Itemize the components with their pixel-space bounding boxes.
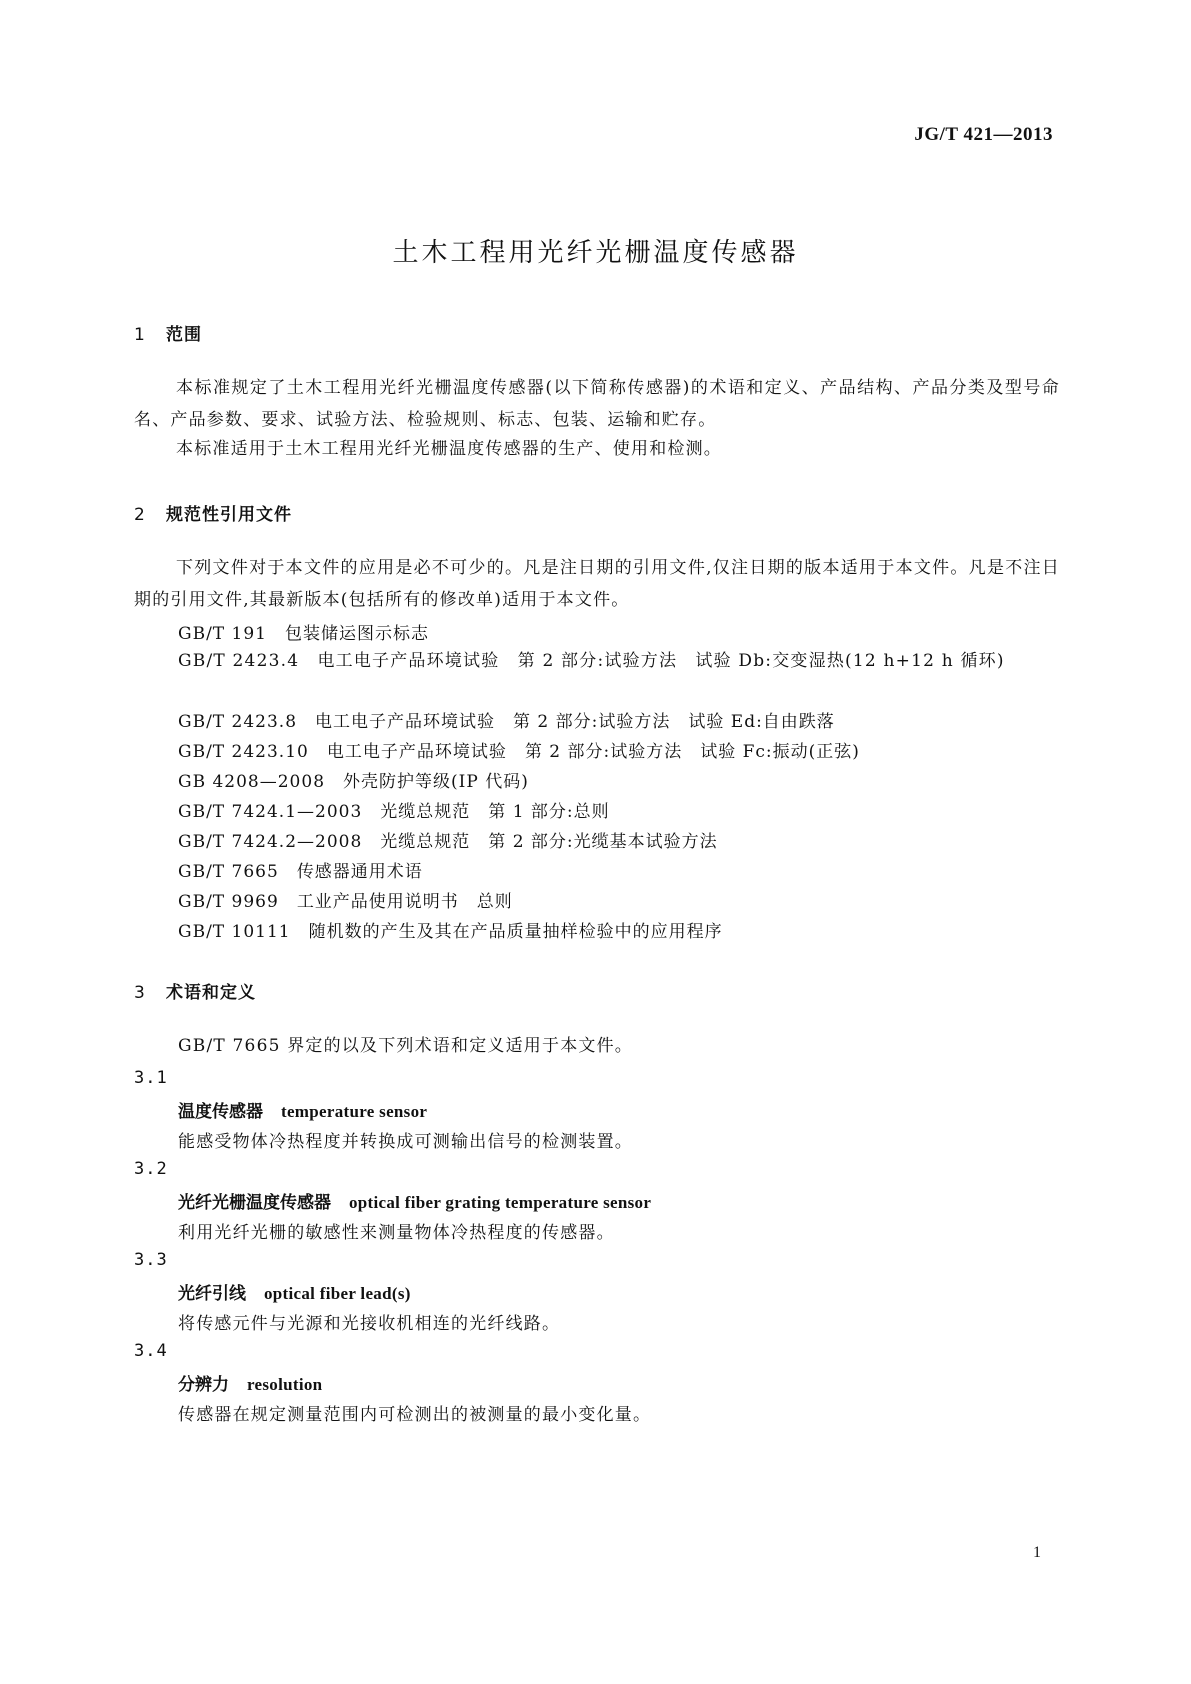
reference-item [178,767,529,792]
clause-number: 3.4 [134,1341,168,1361]
reference-title: 电工电子产品环境试验 第 2 部分:试验方法 试验 Db:交变湿热(12 h+12 h 循环) [317,651,1005,671]
reference-code: GB/T 2423.10 [178,742,309,762]
term-en: optical fiber lead(s) [264,1284,411,1303]
term-zh: 光纤光栅温度传感器 [178,1193,331,1213]
term-en: optical fiber grating temperature sensor [349,1193,652,1212]
section-number: 2 [134,505,146,525]
reference-title: 包装储运图示标志 [285,624,429,644]
term-definition: 能感受物体冷热程度并转换成可测输出信号的检测装置。 [178,1132,633,1152]
reference-item [178,797,610,822]
term-heading [178,1097,427,1122]
reference-title: 电工电子产品环境试验 第 2 部分:试验方法 试验 Ed:自由跌落 [315,712,835,732]
section-1-paragraph-1: 本标准规定了土木工程用光纤光栅温度传感器(以下简称传感器)的术语和定义、产品结构、产品分类及型号命名、产品参数、要求、试验方法、检验规则、标志、包装、运输和贮存。 [134,378,1060,430]
page-title: 土木工程用光纤光栅温度传感器 [392,238,799,268]
section-1-heading [134,320,202,345]
section-1-paragraph-2: 本标准适用于土木工程用光纤光栅温度传感器的生产、使用和检测。 [176,439,722,459]
reference-item [134,645,1060,677]
reference-title: 外壳防护等级(IP 代码) [343,772,529,792]
reference-title: 电工电子产品环境试验 第 2 部分:试验方法 试验 Fc:振动(正弦) [326,742,860,762]
clause-number: 3.2 [134,1159,168,1179]
document-code: JG/T 421—2013 [914,124,1053,145]
clause-number: 3.3 [134,1250,168,1270]
term-en: resolution [247,1375,323,1394]
page-number: 1 [1033,1544,1041,1561]
term-heading [178,1370,322,1395]
term-zh: 分辨力 [178,1375,229,1395]
section-number: 1 [134,325,146,345]
section-title: 规范性引用文件 [166,505,292,525]
reference-code: GB/T 2423.8 [178,712,298,732]
reference-title: 光缆总规范 第 2 部分:光缆基本试验方法 [380,832,718,852]
reference-item [178,887,513,912]
clause-number: 3.1 [134,1068,168,1088]
reference-code: GB/T 7424.2—2008 [178,832,363,852]
section-number: 3 [134,983,146,1003]
reference-code: GB/T 9969 [178,892,279,912]
reference-code: GB/T 2423.4 [178,651,300,671]
reference-item [178,707,835,732]
section-2-heading [134,500,292,525]
term-zh: 温度传感器 [178,1102,263,1122]
term-definition: 利用光纤光栅的敏感性来测量物体冷热程度的传感器。 [178,1223,615,1243]
term-zh: 光纤引线 [178,1284,246,1304]
reference-item [178,737,860,762]
reference-title: 工业产品使用说明书 总则 [296,892,513,912]
reference-item [178,827,718,852]
reference-code: GB/T 10111 [178,922,291,942]
section-3-intro: GB/T 7665 界定的以及下列术语和定义适用于本文件。 [178,1036,634,1056]
section-title: 术语和定义 [166,983,256,1003]
section-title: 范围 [166,325,202,345]
term-definition: 将传感元件与光源和光接收机相连的光纤线路。 [178,1314,561,1334]
reference-item [178,857,423,882]
term-heading [178,1279,411,1304]
term-definition: 传感器在规定测量范围内可检测出的被测量的最小变化量。 [178,1405,652,1425]
reference-code: GB/T 7665 [178,862,279,882]
section-3-heading [134,978,256,1003]
term-en: temperature sensor [281,1102,428,1121]
reference-code: GB/T 7424.1—2003 [178,802,363,822]
reference-title: 传感器通用术语 [296,862,423,882]
reference-item [178,917,723,942]
reference-title: 光缆总规范 第 1 部分:总则 [380,802,610,822]
reference-item [178,619,429,644]
reference-code: GB/T 191 [178,624,267,644]
reference-title: 随机数的产生及其在产品质量抽样检验中的应用程序 [308,922,723,942]
section-2-intro: 下列文件对于本文件的应用是必不可少的。凡是注日期的引用文件,仅注日期的版本适用于本文件。凡是不注日期的引用文件,其最新版本(包括所有的修改单)适用于本文件。 [134,558,1060,610]
reference-code: GB 4208—2008 [178,772,326,792]
term-heading [178,1188,651,1213]
